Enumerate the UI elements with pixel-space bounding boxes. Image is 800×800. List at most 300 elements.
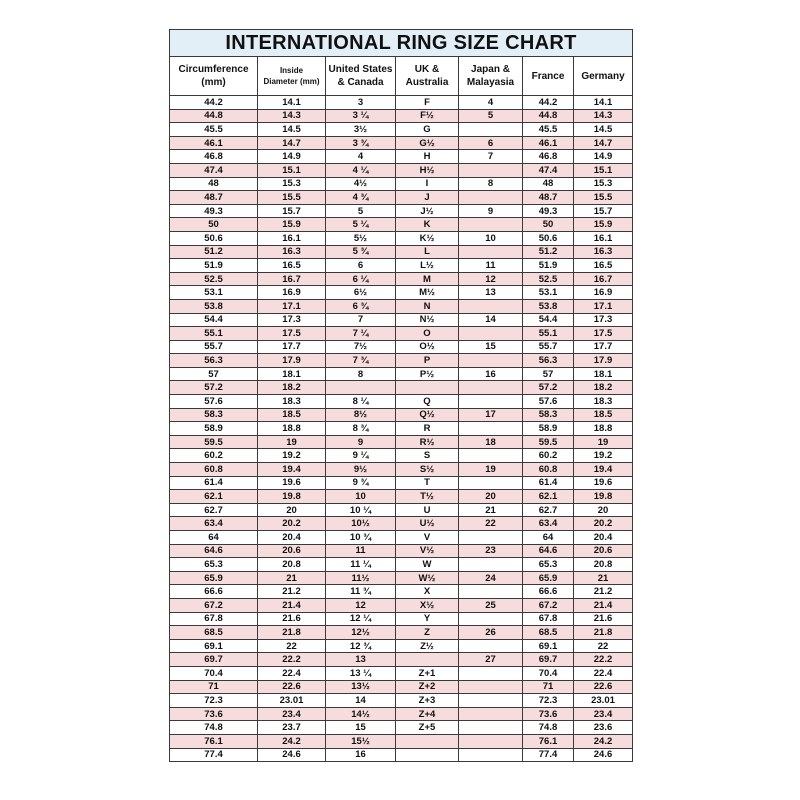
table-cell: 58.9 (170, 422, 258, 436)
column-header-line: Inside (279, 66, 304, 75)
table-row (170, 476, 633, 490)
table-cell: 13½ (326, 680, 396, 694)
table-cell: F (396, 96, 459, 110)
table-cell: 55.7 (523, 340, 574, 354)
table-cell: 20 (258, 503, 326, 517)
title-row (170, 30, 633, 57)
table-cell: 6½ (326, 286, 396, 300)
table-cell: 66.6 (523, 585, 574, 599)
table-cell: 12½ (326, 626, 396, 640)
table-row (170, 395, 633, 409)
table-cell (459, 585, 523, 599)
table-cell: 50.6 (523, 231, 574, 245)
table-cell: 14.9 (574, 150, 633, 164)
table-cell: 7 ¾ (326, 354, 396, 368)
column-header-line: United States (328, 64, 393, 75)
table-cell: 5 (459, 109, 523, 123)
table-cell: 53.8 (170, 299, 258, 313)
table-cell: O½ (396, 340, 459, 354)
table-cell: 22.4 (574, 666, 633, 680)
table-cell: 57.6 (170, 395, 258, 409)
table-cell (459, 748, 523, 762)
table-cell: 48.7 (523, 191, 574, 205)
table-cell: S (396, 449, 459, 463)
table-cell: 19.2 (258, 449, 326, 463)
table-row (170, 571, 633, 585)
table-row (170, 327, 633, 341)
table-cell: 44.2 (170, 96, 258, 110)
table-cell: 16.5 (574, 259, 633, 273)
table-cell: 69.7 (170, 653, 258, 667)
table-cell: 77.4 (523, 748, 574, 762)
table-cell: 16.9 (258, 286, 326, 300)
table-row (170, 449, 633, 463)
table-cell: 55.1 (523, 327, 574, 341)
table-row (170, 177, 633, 191)
table-cell: 19 (258, 435, 326, 449)
table-cell: 19.4 (258, 463, 326, 477)
table-row (170, 707, 633, 721)
table-cell: 16 (459, 367, 523, 381)
table-cell: 13 ¼ (326, 666, 396, 680)
table-cell: 17.3 (258, 313, 326, 327)
table-cell: 22.2 (258, 653, 326, 667)
column-header-line: Australia (405, 77, 449, 88)
table-row (170, 422, 633, 436)
table-cell: 53.1 (523, 286, 574, 300)
table-cell: 16.1 (574, 231, 633, 245)
table-cell: 45.5 (170, 123, 258, 137)
table-cell: 17.1 (258, 299, 326, 313)
table-cell: 14 (459, 313, 523, 327)
table-cell: 22.4 (258, 666, 326, 680)
table-cell: 53.1 (170, 286, 258, 300)
table-cell: 58.3 (523, 408, 574, 422)
table-cell: X (396, 585, 459, 599)
table-cell: 67.2 (170, 598, 258, 612)
table-cell: 23.01 (574, 694, 633, 708)
table-cell: 15.9 (574, 218, 633, 232)
table-cell: 67.8 (523, 612, 574, 626)
table-cell: 7 (326, 313, 396, 327)
table-cell: 7 ¼ (326, 327, 396, 341)
table-cell: 23.7 (258, 721, 326, 735)
table-cell (459, 191, 523, 205)
table-cell: 18.5 (258, 408, 326, 422)
table-cell: 51.2 (170, 245, 258, 259)
table-cell: U (396, 503, 459, 517)
table-cell: T½ (396, 490, 459, 504)
table-cell: 59.5 (170, 435, 258, 449)
table-row (170, 666, 633, 680)
column-header (396, 57, 459, 96)
table-cell: 9½ (326, 463, 396, 477)
table-cell: U½ (396, 517, 459, 531)
table-row (170, 626, 633, 640)
table-cell: 14.9 (258, 150, 326, 164)
table-cell: 76.1 (523, 734, 574, 748)
table-row (170, 734, 633, 748)
table-cell: 65.3 (170, 558, 258, 572)
table-cell: 23.4 (258, 707, 326, 721)
table-cell: 14.7 (258, 136, 326, 150)
table-cell: 17.5 (574, 327, 633, 341)
table-row (170, 748, 633, 762)
table-cell: 14 (326, 694, 396, 708)
table-cell: Z+4 (396, 707, 459, 721)
table-cell: 10½ (326, 517, 396, 531)
table-cell: 24 (459, 571, 523, 585)
table-row (170, 408, 633, 422)
column-header-line: (mm) (201, 77, 226, 88)
table-cell: 46.8 (523, 150, 574, 164)
table-row (170, 123, 633, 137)
table-cell (459, 354, 523, 368)
table-cell: 3½ (326, 123, 396, 137)
table-cell: 16.7 (258, 272, 326, 286)
table-cell: 58.9 (523, 422, 574, 436)
table-cell: 15.7 (574, 204, 633, 218)
table-cell: 47.4 (170, 163, 258, 177)
table-cell: J½ (396, 204, 459, 218)
table-cell: 11½ (326, 571, 396, 585)
table-cell: 55.7 (170, 340, 258, 354)
table-cell: 21 (574, 571, 633, 585)
table-cell: 18.1 (258, 367, 326, 381)
table-cell: 21.8 (574, 626, 633, 640)
table-cell: 59.5 (523, 435, 574, 449)
table-cell (396, 653, 459, 667)
table-cell: 70.4 (170, 666, 258, 680)
table-cell: 5 ¾ (326, 245, 396, 259)
table-row (170, 218, 633, 232)
table-cell: 44.8 (523, 109, 574, 123)
table-cell (459, 422, 523, 436)
table-cell: H½ (396, 163, 459, 177)
table-cell: Z+3 (396, 694, 459, 708)
column-header (258, 57, 326, 96)
table-cell (396, 748, 459, 762)
table-row (170, 136, 633, 150)
chart-title: INTERNATIONAL RING SIZE CHART (170, 30, 633, 57)
table-cell: 22.2 (574, 653, 633, 667)
table-cell: 65.9 (523, 571, 574, 585)
table-cell: 53.8 (523, 299, 574, 313)
table-cell: 60.8 (523, 463, 574, 477)
table-cell (396, 734, 459, 748)
table-cell: 7½ (326, 340, 396, 354)
table-cell: 18.3 (574, 395, 633, 409)
table-row (170, 463, 633, 477)
column-header (170, 57, 258, 96)
table-cell (459, 666, 523, 680)
table-cell: 16.3 (574, 245, 633, 259)
table-cell: M½ (396, 286, 459, 300)
table-cell: 20.2 (258, 517, 326, 531)
table-cell: 17.7 (574, 340, 633, 354)
table-body (170, 96, 633, 762)
table-cell: P (396, 354, 459, 368)
table-cell: 13 (459, 286, 523, 300)
table-cell: 50 (170, 218, 258, 232)
table-cell (459, 531, 523, 545)
table-cell (459, 721, 523, 735)
table-cell: 46.1 (523, 136, 574, 150)
table-cell: 8½ (326, 408, 396, 422)
table-cell (459, 476, 523, 490)
table-cell: 61.4 (523, 476, 574, 490)
table-cell: 22.6 (258, 680, 326, 694)
table-cell: N½ (396, 313, 459, 327)
table-cell (459, 299, 523, 313)
table-cell: R½ (396, 435, 459, 449)
table-cell (326, 381, 396, 395)
table-cell: 57.2 (170, 381, 258, 395)
table-cell: 71 (523, 680, 574, 694)
table-cell: 5 ¼ (326, 218, 396, 232)
table-cell: 73.6 (170, 707, 258, 721)
column-header (574, 57, 633, 96)
table-cell: 19.2 (574, 449, 633, 463)
table-cell: 19.8 (258, 490, 326, 504)
table-cell: 48 (170, 177, 258, 191)
table-cell: 68.5 (523, 626, 574, 640)
table-cell: 15.1 (258, 163, 326, 177)
table-cell: 51.9 (523, 259, 574, 273)
table-row (170, 721, 633, 735)
table-cell: 4 ¼ (326, 163, 396, 177)
table-cell: 17.9 (574, 354, 633, 368)
table-cell: 44.2 (523, 96, 574, 110)
table-cell: T (396, 476, 459, 490)
table-cell: 12 (459, 272, 523, 286)
table-cell: W½ (396, 571, 459, 585)
table-cell: 14.1 (258, 96, 326, 110)
table-cell: 57 (523, 367, 574, 381)
table-cell: 21.4 (258, 598, 326, 612)
table-cell: 72.3 (523, 694, 574, 708)
table-cell: 18.8 (574, 422, 633, 436)
table-cell: 11 (326, 544, 396, 558)
table-row (170, 109, 633, 123)
table-cell: 10 ¼ (326, 503, 396, 517)
table-cell: F½ (396, 109, 459, 123)
table-row (170, 435, 633, 449)
table-cell: 52.5 (170, 272, 258, 286)
table-cell: Q (396, 395, 459, 409)
table-cell (459, 612, 523, 626)
table-cell: 19.6 (258, 476, 326, 490)
table-cell: 21 (258, 571, 326, 585)
table-cell: G½ (396, 136, 459, 150)
table-cell: 61.4 (170, 476, 258, 490)
table-cell: K½ (396, 231, 459, 245)
table-cell: Z+2 (396, 680, 459, 694)
column-header-line: Germany (581, 70, 625, 82)
table-cell (459, 245, 523, 259)
table-cell: 19.4 (574, 463, 633, 477)
table-cell: 10 ¾ (326, 531, 396, 545)
table-cell: V (396, 531, 459, 545)
table-cell: 23 (459, 544, 523, 558)
table-cell: 65.3 (523, 558, 574, 572)
table-row (170, 680, 633, 694)
table-cell: 51.2 (523, 245, 574, 259)
table-cell: 12 ¼ (326, 612, 396, 626)
table-cell: 16.5 (258, 259, 326, 273)
table-row (170, 163, 633, 177)
table-cell: 21.2 (258, 585, 326, 599)
table-cell: 3 (326, 96, 396, 110)
table-cell: 51.9 (170, 259, 258, 273)
table-cell: 9 ¾ (326, 476, 396, 490)
table-cell: 19.8 (574, 490, 633, 504)
table-cell: 17.9 (258, 354, 326, 368)
table-row (170, 531, 633, 545)
table-cell: 64.6 (523, 544, 574, 558)
table-cell: 4½ (326, 177, 396, 191)
table-cell: 5 (326, 204, 396, 218)
table-cell: 62.7 (523, 503, 574, 517)
table-cell: 27 (459, 653, 523, 667)
table-cell: 73.6 (523, 707, 574, 721)
table-cell: 10 (459, 231, 523, 245)
column-header-line: UK & (414, 64, 440, 75)
column-header (459, 57, 523, 96)
table-cell: 55.1 (170, 327, 258, 341)
table-cell: J (396, 191, 459, 205)
table-cell: 5½ (326, 231, 396, 245)
table-cell: 11 (459, 259, 523, 273)
table-cell: 49.3 (170, 204, 258, 218)
table-row (170, 517, 633, 531)
table-cell: 70.4 (523, 666, 574, 680)
table-cell: 20 (574, 503, 633, 517)
table-row (170, 150, 633, 164)
table-cell (459, 680, 523, 694)
table-cell: 24.2 (574, 734, 633, 748)
table-cell: 57 (170, 367, 258, 381)
table-cell: 46.8 (170, 150, 258, 164)
table-cell: W (396, 558, 459, 572)
table-cell: 8 (459, 177, 523, 191)
table-cell: 63.4 (170, 517, 258, 531)
table-row (170, 286, 633, 300)
table-cell: 4 (326, 150, 396, 164)
table-cell: 67.8 (170, 612, 258, 626)
table-cell: 21.6 (258, 612, 326, 626)
table-cell: 22 (574, 639, 633, 653)
table-cell: 4 (459, 96, 523, 110)
table-cell: 20.8 (258, 558, 326, 572)
table-cell: 72.3 (170, 694, 258, 708)
table-row (170, 612, 633, 626)
table-cell: 15.3 (574, 177, 633, 191)
table-cell: 64 (523, 531, 574, 545)
table-cell: 8 ¾ (326, 422, 396, 436)
table-cell: 69.7 (523, 653, 574, 667)
table-cell: 18.1 (574, 367, 633, 381)
table-cell: 24.2 (258, 734, 326, 748)
table-cell: 65.9 (170, 571, 258, 585)
column-header-line: Malayasia (466, 77, 515, 88)
table-cell: 18 (459, 435, 523, 449)
table-cell: 18.2 (574, 381, 633, 395)
table-row (170, 544, 633, 558)
table-cell: H (396, 150, 459, 164)
table-cell: 24.6 (574, 748, 633, 762)
table-cell: 64.6 (170, 544, 258, 558)
table-cell: 18.5 (574, 408, 633, 422)
table-cell: 69.1 (170, 639, 258, 653)
table-cell: 47.4 (523, 163, 574, 177)
table-cell (459, 395, 523, 409)
table-cell: 16.1 (258, 231, 326, 245)
table-cell: M (396, 272, 459, 286)
table-cell: 14½ (326, 707, 396, 721)
table-cell: 21.8 (258, 626, 326, 640)
table-cell: 3 ¼ (326, 109, 396, 123)
table-cell: 8 ¼ (326, 395, 396, 409)
table-cell: 7 (459, 150, 523, 164)
table-cell (396, 381, 459, 395)
column-header (326, 57, 396, 96)
table-cell: 74.8 (523, 721, 574, 735)
table-cell: 69.1 (523, 639, 574, 653)
table-cell: K (396, 218, 459, 232)
table-cell: 56.3 (523, 354, 574, 368)
table-cell: 58.3 (170, 408, 258, 422)
table-cell (459, 558, 523, 572)
table-cell: 57.6 (523, 395, 574, 409)
table-cell: 22 (258, 639, 326, 653)
column-header-line: & Canada (337, 77, 384, 88)
table-cell: 48 (523, 177, 574, 191)
table-cell: P½ (396, 367, 459, 381)
table-cell: Y (396, 612, 459, 626)
table-cell: 20.6 (574, 544, 633, 558)
table-cell (459, 734, 523, 748)
table-cell: 15.7 (258, 204, 326, 218)
table-row (170, 231, 633, 245)
table-row (170, 245, 633, 259)
table-cell: 68.5 (170, 626, 258, 640)
table-cell: R (396, 422, 459, 436)
table-cell (459, 123, 523, 137)
table-cell: 23.01 (258, 694, 326, 708)
table-cell: 54.4 (523, 313, 574, 327)
table-cell: 14.3 (574, 109, 633, 123)
table-cell: Z½ (396, 639, 459, 653)
table-cell: 63.4 (523, 517, 574, 531)
table-cell: 71 (170, 680, 258, 694)
table-cell: 66.6 (170, 585, 258, 599)
table-cell: 16.9 (574, 286, 633, 300)
table-row (170, 598, 633, 612)
table-cell: 56.3 (170, 354, 258, 368)
table-cell: 67.2 (523, 598, 574, 612)
table-cell: 6 ¼ (326, 272, 396, 286)
table-cell: 77.4 (170, 748, 258, 762)
table-cell (459, 327, 523, 341)
table-row (170, 272, 633, 286)
table-row (170, 191, 633, 205)
table-cell: 15 (326, 721, 396, 735)
table-row (170, 653, 633, 667)
table-cell: 16.3 (258, 245, 326, 259)
table-cell: 74.8 (170, 721, 258, 735)
table-cell: 17 (459, 408, 523, 422)
